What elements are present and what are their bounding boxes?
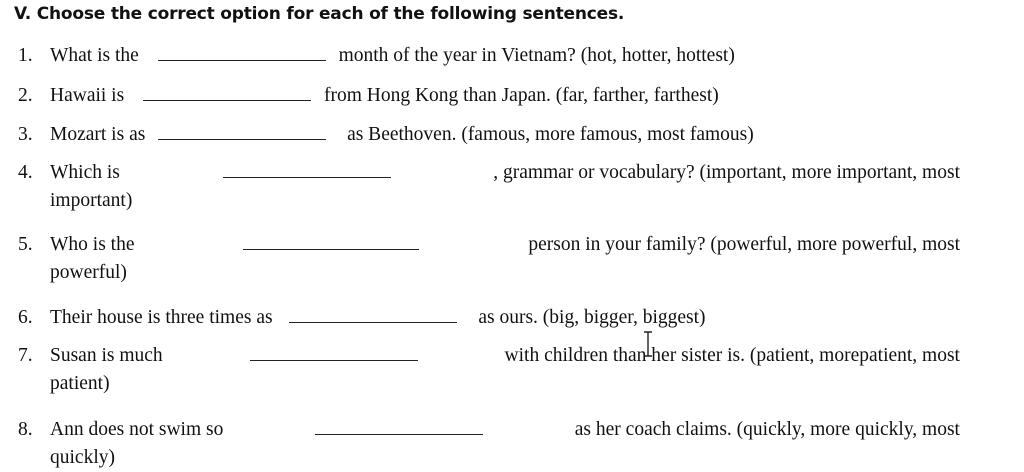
question-line — [50, 42, 960, 70]
question-text-after: as her coach claims. (quickly, more quickly, most — [574, 419, 960, 440]
question-line — [50, 121, 960, 149]
question-text-after: with children than her sister is. (patient, morepatient, most — [504, 345, 960, 366]
question-line-continued: important) — [50, 190, 133, 211]
question-line-continued: quickly) — [50, 447, 115, 468]
question-number: 1. — [18, 45, 33, 66]
answer-blank[interactable] — [223, 159, 391, 178]
question-text-before: Ann does not swim so — [50, 419, 224, 440]
question-text-after: month of the year in Vietnam? (hot, hotter, hottest) — [338, 45, 735, 66]
question-text-after: person in your family? (powerful, more powerful, most — [528, 234, 960, 255]
text-cursor-icon — [643, 331, 653, 357]
question-text-before: Which is — [50, 162, 120, 183]
question-number: 6. — [18, 307, 33, 328]
question-text-before: What is the — [50, 45, 139, 66]
question-line — [50, 82, 960, 110]
question-line — [50, 159, 960, 187]
question-text-after: as ours. (big, bigger, biggest) — [478, 307, 706, 328]
question-number: 8. — [18, 419, 33, 440]
question-text-after: from Hong Kong than Japan. (far, farther, farthest) — [323, 85, 719, 106]
question-number: 7. — [18, 345, 33, 366]
answer-blank[interactable] — [250, 342, 418, 361]
answer-blank[interactable] — [243, 231, 419, 250]
question-number: 5. — [18, 234, 33, 255]
question-number: 3. — [18, 124, 33, 145]
question-text-before: Hawaii is — [50, 85, 125, 106]
question-line — [50, 231, 960, 259]
question-line — [50, 342, 960, 370]
question-text-before: Their house is three times as — [50, 307, 273, 328]
question-line — [50, 416, 960, 444]
answer-blank[interactable] — [158, 42, 326, 61]
answer-blank[interactable] — [315, 416, 483, 435]
question-text-after: , grammar or vocabulary? (important, more important, most — [493, 162, 960, 183]
answer-blank[interactable] — [158, 121, 326, 140]
question-number: 2. — [18, 85, 33, 106]
question-text-before: Mozart is as — [50, 124, 146, 145]
question-line-continued: patient) — [50, 373, 110, 394]
question-text-before: Who is the — [50, 234, 135, 255]
section-title: V. Choose the correct option for each of the following sentences. — [14, 4, 625, 24]
question-text-before: Susan is much — [50, 345, 163, 366]
question-number: 4. — [18, 162, 33, 183]
question-text-after: as Beethoven. (famous, more famous, most famous) — [347, 124, 754, 145]
question-line — [50, 304, 960, 332]
answer-blank[interactable] — [143, 82, 311, 101]
answer-blank[interactable] — [289, 304, 457, 323]
question-line-continued: powerful) — [50, 262, 127, 283]
